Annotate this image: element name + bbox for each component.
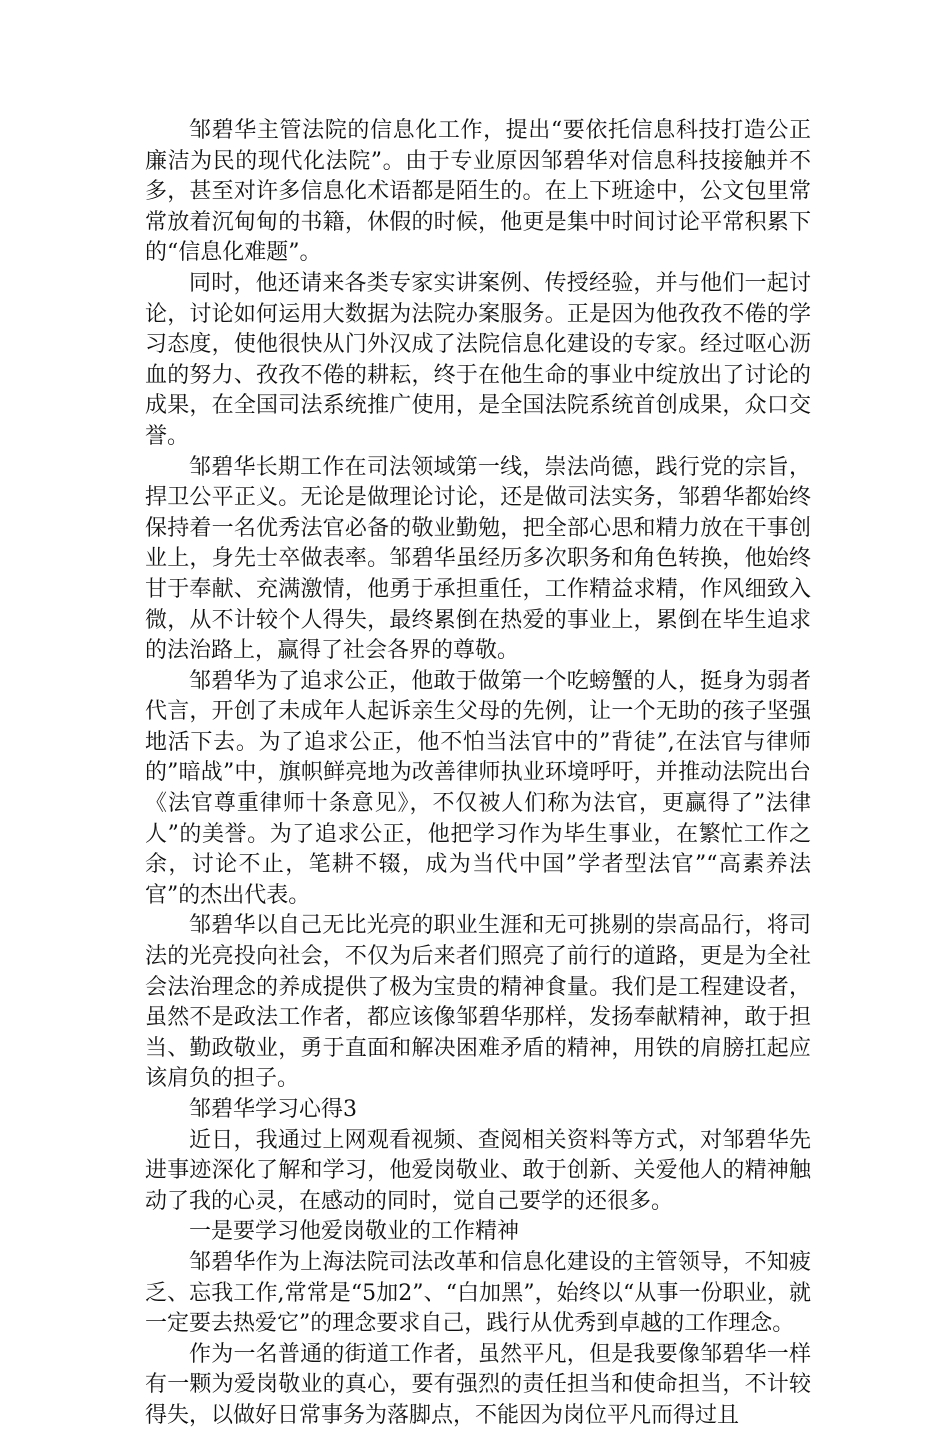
document-body <box>145 116 811 1432</box>
paragraph: 邹碧华作为上海法院司法改革和信息化建设的主管领导，不知疲乏、忘我工作,常常是“5加2”、“白加黑”，始终以“从事一份职业，就一定要去热爱它”的理念要求自己，践行从优秀到卓越的工作理念。 <box>145 1249 811 1337</box>
paragraph: 邹碧华长期工作在司法领域第一线，崇法尚德，践行党的宗旨，捍卫公平正义。无论是做理论讨论，还是做司法实务，邹碧华都始终保持着一名优秀法官必备的敬业勤勉，把全部心思和精力放在干事创业上，身先士卒做表率。邹碧华虽经历多次职务和角色转换，他始终甘于奉献、充满激情，他勇于承担重任，工作精益求精，作风细致入微，从不计较个人得失，最终累倒在热爱的事业上，累倒在毕生追求的法治路上，赢得了社会各界的尊敬。 <box>145 454 811 664</box>
paragraph: 近日，我通过上网观看视频、查阅相关资料等方式，对邹碧华先进事迹深化了解和学习，他爱岗敬业、敢于创新、关爱他人的精神触动了我的心灵，在感动的同时，觉自己要学的还很多。 <box>145 1127 811 1214</box>
subsection-heading: 一是要学习他爱岗敬业的工作精神 <box>189 1219 520 1245</box>
paragraph: 邹碧华主管法院的信息化工作，提出“要依托信息科技打造公正廉洁为民的现代化法院”。由于专业原因邹碧华对信息科技接触并不多，甚至对许多信息化术语都是陌生的。在上下班途中，公文包里常常放着沉甸甸的书籍，休假的时候，他更是集中时间讨论平常积累下的“信息化难题”。 <box>145 118 811 266</box>
paragraph: 邹碧华为了追求公正，他敢于做第一个吃螃蟹的人，挺身为弱者代言，开创了未成年人起诉亲生父母的先例，让一个无助的孩子坚强地活下去。为了追求公正，他不怕当法官中的”背徒”,在法官与律师的”暗战”中，旗帜鲜亮地为改善律师执业环境呼吁，并推动法院出台《法官尊重律师十条意见》，不仅被人们称为法官，更赢得了”法律人”的美誉。为了追求公正，他把学习作为毕生事业，在繁忙工作之余，讨论不止，笔耕不辍，成为当代中国”学者型法官”“高素养法官”的杰出代表。 <box>145 668 811 908</box>
section-heading: 邹碧华学习心得3 <box>189 1097 357 1122</box>
paragraph: 邹碧华以自己无比光亮的职业生涯和无可挑剔的崇高品行，将司法的光亮投向社会，不仅为后来者们照亮了前行的道路，更是为全社会法治理念的养成提供了极为宝贵的精神食量。我们是工程建设者，虽然不是政法工作者，都应该像邹碧华那样，发扬奉献精神，敢于担当、勤政敬业，勇于直面和解决困难矛盾的精神，用铁的肩膀扛起应该肩负的担子。 <box>145 913 811 1092</box>
paragraph: 同时，他还请来各类专家实讲案例、传授经验，并与他们一起讨论，讨论如何运用大数据为法院办案服务。正是因为他孜孜不倦的学习态度，使他很快从门外汉成了法院信息化建设的专家。经过呕心沥血的努力、孜孜不倦的耕耘，终于在他生命的事业中绽放出了讨论的成果，在全国司法系统推广使用，是全国法院系统首创成果，众口交誉。 <box>145 270 811 449</box>
paragraph: 作为一名普通的街道工作者，虽然平凡，但是我要像邹碧华一样有一颗为爱岗敬业的真心，要有强烈的责任担当和使命担当，不计较得失，以做好日常事务为落脚点，不能因为岗位平凡而得过且 <box>145 1341 811 1428</box>
